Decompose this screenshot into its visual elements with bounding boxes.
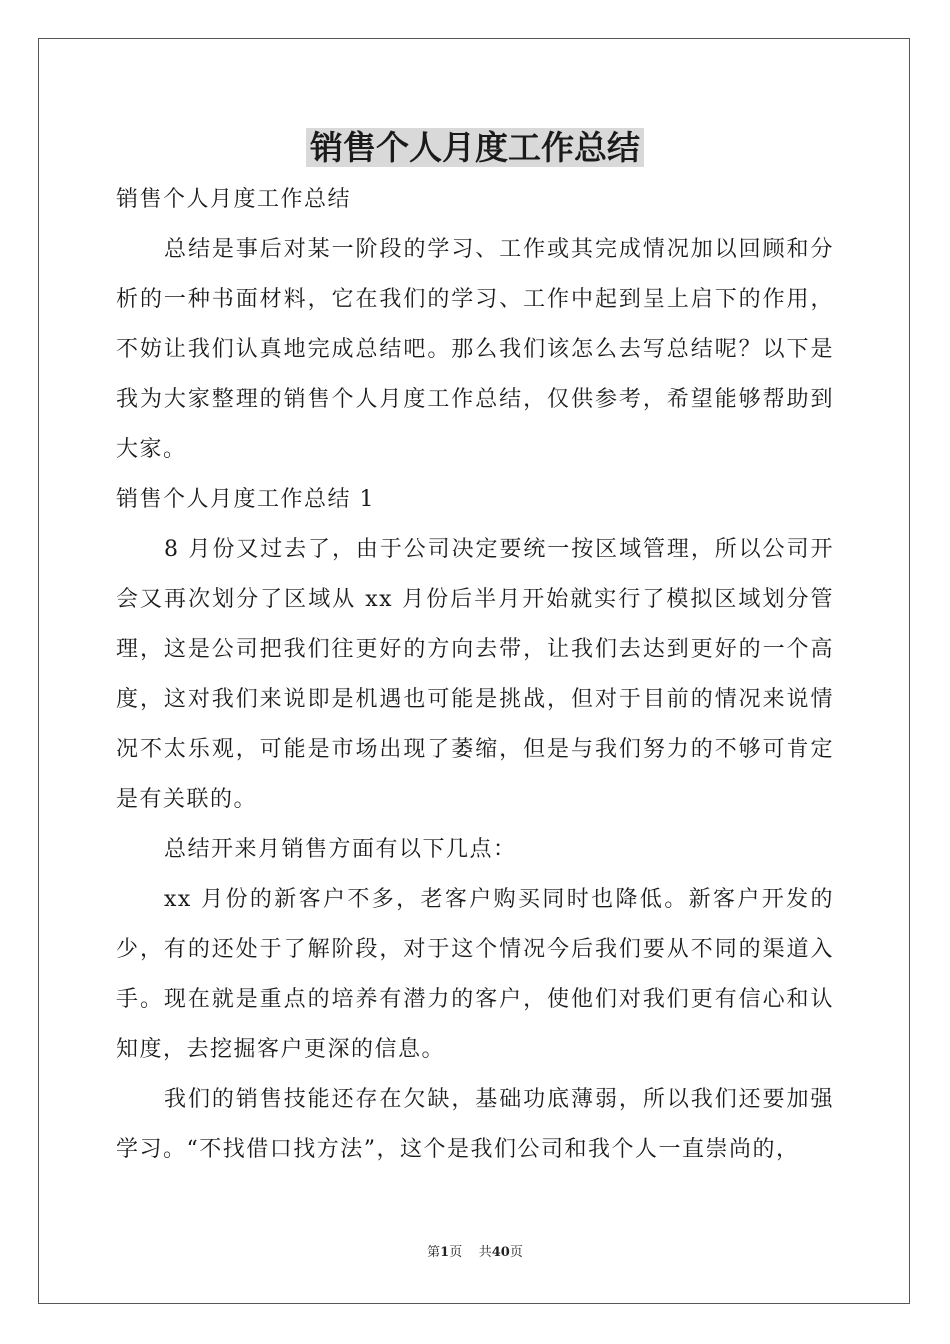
body-paragraph: 总结开来月销售方面有以下几点： xyxy=(164,837,517,862)
footer-total-suffix: 页 xyxy=(509,1245,523,1260)
footer-current-page: 1 xyxy=(440,1245,450,1260)
section-heading: 销售个人月度工作总结 1 xyxy=(116,487,375,512)
document-title xyxy=(0,124,950,172)
subtitle-paragraph: 销售个人月度工作总结 xyxy=(116,187,352,212)
page-footer xyxy=(0,1243,950,1263)
footer-prefix: 第 xyxy=(427,1245,441,1260)
intro-paragraph: 总结是事后对某一阶段的学习、工作或其完成情况加以回顾和分析的一种书面材料，它在我们的学习、工作中起到呈上启下的作用，不妨让我们认真地完成总结吧。那么我们该怎么去写总结呢？以下是我为大家整理的销售个人月度工作总结，仅供参考，希望能够帮助到大家。 xyxy=(116,237,834,462)
body-paragraph: xx 月份的新客户不多，老客户购买同时也降低。新客户开发的少，有的还处于了解阶段，对于这个情况今后我们要从不同的渠道入手。现在就是重点的培养有潜力的客户，使他们对我们更有信心和认知度，去挖掘客户更深的信息。 xyxy=(116,887,834,1062)
footer-page-suffix: 页 xyxy=(449,1245,463,1260)
footer-total-pages: 40 xyxy=(491,1245,510,1260)
body-paragraph: 8 月份又过去了，由于公司决定要统一按区域管理，所以公司开会又再次划分了区域从 xx 月份后半月开始就实行了模拟区域划分管理，这是公司把我们往更好的方向去带，让我们去达到更好的一个高度，这对我们来说即是机遇也可能是挑战，但对于目前的情况来说情况不太乐观，可能是市场出现了萎缩，但是与我们努力的不够可肯定是有关联的。 xyxy=(116,537,834,812)
document-title-text: 销售个人月度工作总结 xyxy=(306,128,644,167)
document-body xyxy=(116,175,834,1175)
footer-total-prefix: 共 xyxy=(478,1245,492,1260)
body-paragraph: 我们的销售技能还存在欠缺，基础功底薄弱，所以我们还要加强学习。“不找借口找方法”，这个是我们公司和我个人一直崇尚的， xyxy=(116,1087,834,1162)
